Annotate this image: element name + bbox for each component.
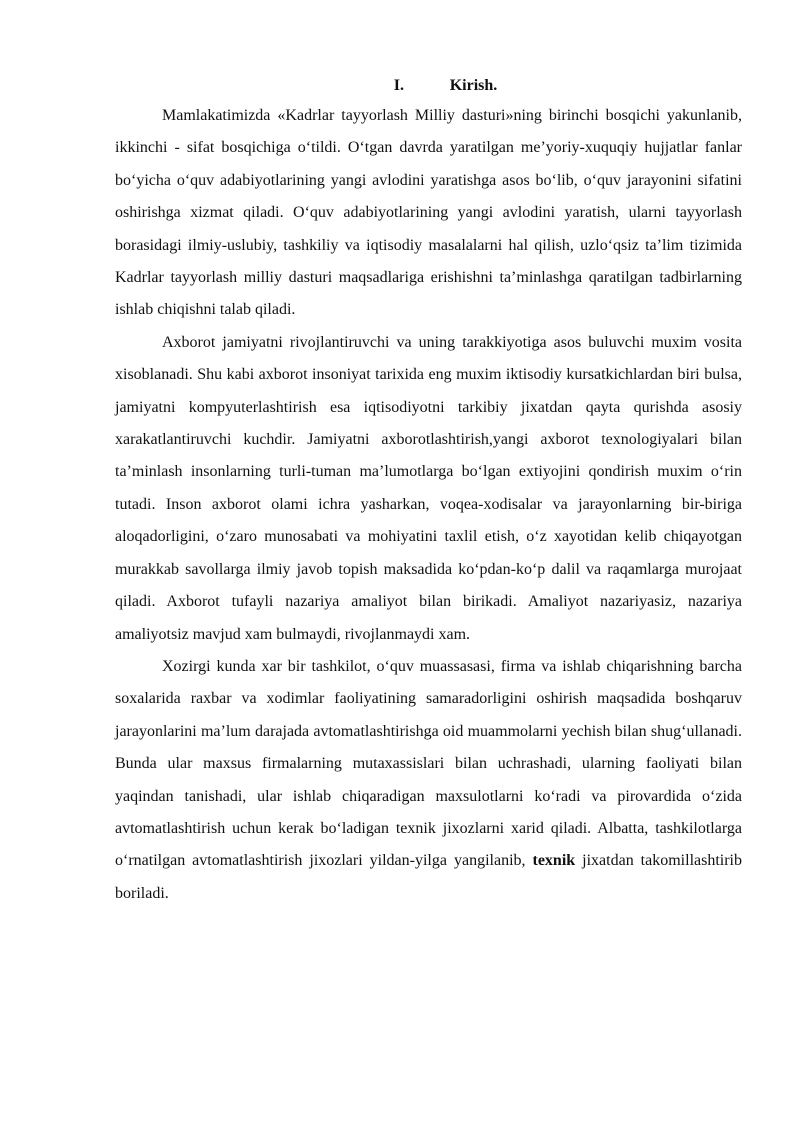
section-heading bbox=[115, 74, 742, 98]
paragraph-2: Axborot jamiyatni rivojlantiruvchi va uning tarakkiyotiga asos buluvchi muxim vosita xisoblanadi. Shu kabi axborot insoniyat tarixida eng muxim iktisodiy kursatkichlardan biri bulsa, jamiyatni kompyuterlashtirish esa iqtisodiyotni tarkibiy jixatdan qayta qurishda asosiy xarakatlantiruvchi kuchdir. Jamiyatni axborotlashtirish,yangi axborot texnologiyalari bilan ta’minlash insonlarning turli-tuman ma’lumotlarga bo‘lgan extiyojini qondirish muxim o‘rin tutadi. Inson axborot olami ichra yasharkan, voqea-xodisalar va jarayonlarning bir-biriga aloqadorligini, o‘zaro munosabati va mohiyatini taxlil etish, o‘z xayotidan kelib chiqayotgan murakkab savollarga ilmiy javob topish maksadida ko‘pdan-ko‘p dalil va raqamlarga murojaat qiladi. Axborot tufayli nazariya amaliyot bilan birikadi. Amaliyot nazariyasiz, nazariya amaliyotsiz mavjud xam bulmaydi, rivojlanmaydi xam. bbox=[115, 333, 742, 643]
paragraph-3-bold-word: texnik bbox=[532, 852, 576, 870]
section-number: I. bbox=[393, 77, 404, 94]
section-title: Kirish. bbox=[449, 77, 498, 94]
paragraph-3-text-start: Xozirgi kunda xar bir tashkilot, o‘quv muassasasi, firma va ishlab chiqarishning barcha soxalarida raxbar va xodimlar faoliyatining samaradorligini oshirish maqsadida boshqaruv jarayonlarini ma’lum darajada avtomatlashtirishga oid muammolarni yechish bilan shug‘ullanadi. Bunda ular maxsus firmalarning mutaxassislari bilan uchrashadi, ularning faoliyati bilan yaqindan tanishadi, ular ishlab chiqaradigan maxsulotlarni ko‘radi va pirovardida o‘zida avtomatlashtirish uchun kerak bo‘ladigan texnik jixozlarni xarid qiladi. Albatta, tashkilotlarga o‘rnatilgan avtomatlashtirish jixozlari yildan-yilga yangilanib, bbox=[115, 657, 742, 870]
paragraph-3 bbox=[115, 651, 742, 910]
paragraph-3-text-end: jixatdan takomillashtirib boriladi. bbox=[115, 852, 743, 902]
document-body bbox=[115, 74, 742, 910]
paragraph-1: Mamlakatimizda «Kadrlar tayyorlash Milliy dasturi»ning birinchi bosqichi yakunlanib, ikkinchi - sifat bosqichiga o‘tildi. O‘tgan davrda yaratilgan me’yoriy-xuquqiy hujjatlar fanlar bo‘yicha o‘quv adabiyotlarining yangi avlodini yaratishga asos bo‘lib, o‘quv jarayonini sifatini oshirishga xizmat qiladi. O‘quv adabiyotlarining yangi avlodini yaratish, ularni tayyorlash borasidagi ilmiy-uslubiy, tashkiliy va iqtisodiy masalalarni hal qilish, uzlo‘qsiz ta’lim tizimida Kadrlar tayyorlash milliy dasturi maqsadlariga erishishni ta’minlashga qaratilgan tadbirlarning ishlab chiqishni talab qiladi. bbox=[115, 107, 742, 319]
